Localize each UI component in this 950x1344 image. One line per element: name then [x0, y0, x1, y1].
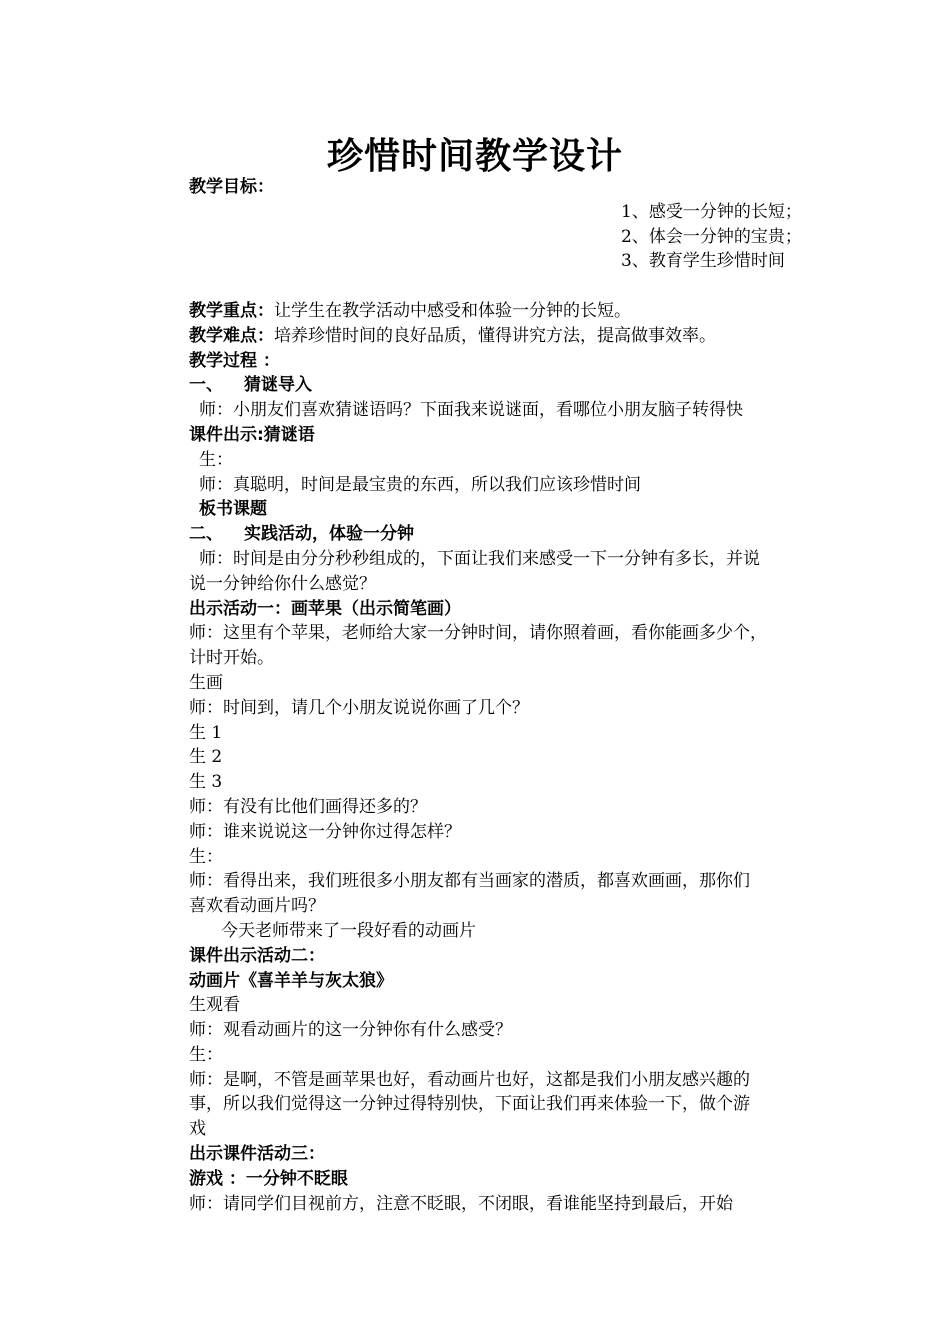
- paragraph: 师：请同学们目视前方，注意不眨眼，不闭眼，看谁能坚持到最后，开始: [189, 1193, 733, 1214]
- paragraph: 动画片《喜羊羊与灰太狼》: [189, 970, 393, 991]
- paragraph: 生 1: [189, 722, 223, 743]
- paragraph: 师：时间是由分分秒秒组成的，下面让我们来感受一下一分钟有多长，并说: [199, 548, 760, 569]
- paragraph: 课件出示活动二：: [189, 945, 325, 966]
- paragraph: 板书课题: [199, 499, 267, 520]
- paragraph: 计时开始。: [189, 648, 274, 669]
- paragraph: 师：小朋友们喜欢猜谜语吗？下面我来说谜面，看哪位小朋友脑子转得快: [199, 400, 743, 421]
- paragraph: 事，所以我们觉得这一分钟过得特别快，下面让我们再来体验一下，做个游: [189, 1094, 750, 1115]
- paragraph: 生 3: [189, 772, 223, 793]
- section-title: 实践活动，体验一分钟: [244, 524, 414, 545]
- paragraph: 说一分钟给你什么感觉？: [189, 573, 376, 594]
- paragraph: 师：谁来说说这一分钟你过得怎样？: [189, 821, 461, 842]
- paragraph: 生观看: [189, 995, 240, 1016]
- objective-item: 1、感受一分钟的长短；: [621, 201, 802, 222]
- paragraph: 生：: [189, 846, 223, 867]
- paragraph: 生：: [189, 1044, 223, 1065]
- section-heading: [189, 373, 809, 398]
- paragraph: 师：有没有比他们画得还多的？: [189, 796, 427, 817]
- objective-item: 3、教育学生珍惜时间: [621, 251, 785, 272]
- spacer: [189, 274, 809, 299]
- paragraph: 生：: [199, 449, 233, 470]
- document-body: [189, 175, 809, 1216]
- objectives-label: 教学目标：: [189, 177, 274, 197]
- paragraph: 课件出示:猜谜语: [189, 424, 315, 445]
- section-number: 二、: [189, 524, 223, 545]
- section-heading: [189, 522, 809, 547]
- key-point: [189, 299, 809, 324]
- paragraph: 游戏 ：一分钟不眨眼: [189, 1168, 348, 1189]
- paragraph: 师：真聪明，时间是最宝贵的东西，所以我们应该珍惜时间: [199, 474, 641, 495]
- paragraph: 生 2: [189, 747, 223, 768]
- section-number: 一、: [189, 375, 223, 396]
- paragraph: 师：时间到，请几个小朋友说说你画了几个？: [189, 697, 529, 718]
- paragraph: 戏: [189, 1119, 206, 1140]
- objective-item: 2、体会一分钟的宝贵；: [621, 226, 802, 247]
- paragraph: 师：观看动画片的这一分钟你有什么感受？: [189, 1020, 512, 1041]
- paragraph: 师：是啊，不管是画苹果也好，看动画片也好，这都是我们小朋友感兴趣的: [189, 1069, 750, 1090]
- section-title: 猜谜导入: [244, 375, 312, 396]
- paragraph: 师：这里有个苹果，老师给大家一分钟时间，请你照着画，看你能画多少个，: [189, 623, 767, 644]
- difficulty: [189, 324, 809, 349]
- difficulty-text: 培养珍惜时间的良好品质，懂得讲究方法，提高做事效率。: [274, 325, 716, 346]
- paragraph: 生画: [189, 672, 223, 693]
- paragraph: 今天老师带来了一段好看的动画片: [221, 920, 476, 941]
- paragraph: 师：看得出来，我们班很多小朋友都有当画家的潜质，都喜欢画画，那你们: [189, 871, 750, 892]
- paragraph: 喜欢看动画片吗？: [189, 896, 325, 917]
- paragraph: 出示课件活动三：: [189, 1144, 325, 1165]
- paragraph: 出示活动一：画苹果（出示简笔画）: [189, 598, 461, 619]
- page-title: 珍惜时间教学设计: [326, 136, 623, 177]
- key-point-label: 教学重点：: [189, 300, 274, 321]
- process-label: 教学过程 ：: [189, 350, 280, 371]
- difficulty-label: 教学难点：: [189, 325, 274, 346]
- key-point-text: 让学生在教学活动中感受和体验一分钟的长短。: [274, 300, 631, 321]
